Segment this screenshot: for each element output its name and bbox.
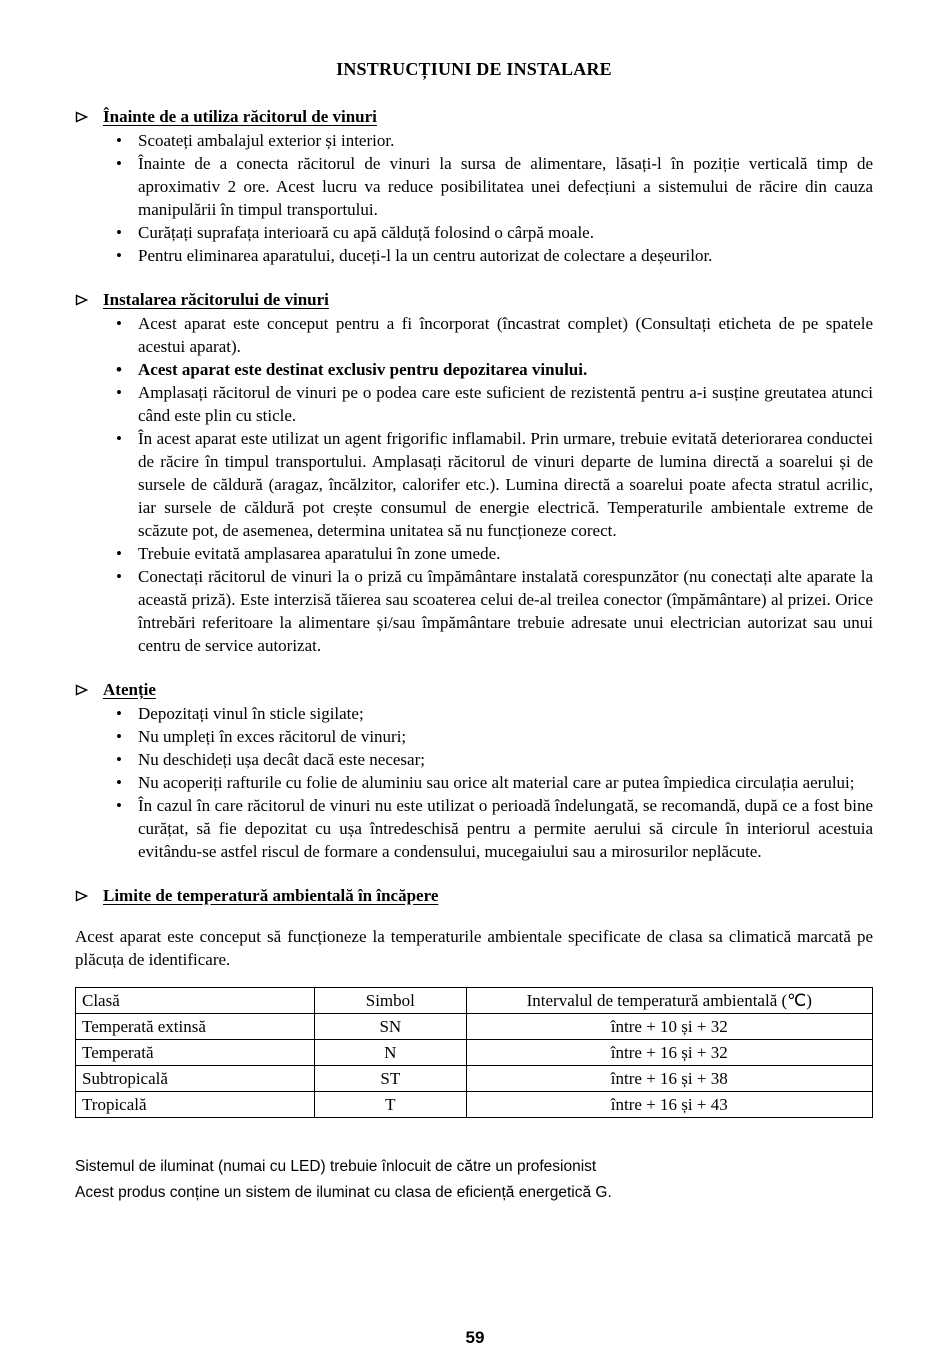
page-title: INSTRUCȚIUNI DE INSTALARE [336, 59, 612, 79]
section-heading-row [75, 105, 873, 128]
list-item [110, 381, 873, 427]
list-item-text: Conectați răcitorul de vinuri la o priză cu împământare instalată corespunzător (nu conectați alte aparate la această priză). Este interzisă tăierea sau scoaterea celui de-al treilea conector (împământare) al prizei. Orice întrebări referitoare la alimentare și/sau împământare trebuie adresate unui electrician autorizat sau unui centru de service autorizat. [138, 567, 873, 655]
bullet-icon: • [116, 131, 122, 150]
bullet-icon: • [116, 704, 122, 723]
bullet-icon: • [116, 796, 122, 815]
list-item-text: Curățați suprafața interioară cu apă călduță folosind o cârpă moale. [138, 223, 594, 242]
list-item [110, 565, 873, 657]
list-item [110, 221, 873, 244]
list-item [110, 152, 873, 221]
cell-clasa: Temperată extinsă [76, 1014, 315, 1040]
cell-clasa: Temperată [76, 1040, 315, 1066]
bullet-icon: • [116, 223, 122, 242]
col-header-clasa: Clasă [76, 988, 315, 1014]
section-installation [75, 288, 873, 657]
bullet-icon: • [116, 544, 122, 563]
cell-interval: între + 16 și + 38 [466, 1066, 872, 1092]
arrow-bullet-icon [75, 679, 103, 702]
list-item-text: Amplasați răcitorul de vinuri pe o podea care este suficient de rezistentă pentru a-i susține greutatea atunci când este plin cu sticle. [138, 383, 873, 425]
list-item-text: Pentru eliminarea aparatului, duceți-l la un centru autorizat de colectare a deșeurilor. [138, 246, 713, 265]
bullet-list [75, 312, 873, 657]
cell-simbol: ST [315, 1066, 466, 1092]
bullet-icon: • [116, 154, 122, 173]
cell-simbol: N [315, 1040, 466, 1066]
list-item-text: Nu umpleți în exces răcitorul de vinuri; [138, 727, 407, 746]
cell-simbol: SN [315, 1014, 466, 1040]
section-heading-row [75, 288, 873, 311]
cell-interval: între + 10 și + 32 [466, 1014, 872, 1040]
bullet-icon: • [116, 246, 122, 265]
list-item-text: Nu deschideți ușa decât dacă este necesar; [138, 750, 425, 769]
table-row [76, 1066, 873, 1092]
climate-intro-paragraph: Acest aparat este conceput să funcționeze la temperaturile ambientale specificate de clasa sa climatică marcată pe plăcuța de identificare. [75, 927, 873, 969]
list-item-text: În cazul în care răcitorul de vinuri nu este utilizat o perioadă îndelungată, se recomandă, după ce a fost bine curățat, să fie depozitat cu ușa întredeschisă pentru a permite aerului să circule în interiorul acestuia evitându-se astfel riscul de formare a condensului, mucegaiului sau a mirosurilor neplăcute. [138, 796, 873, 861]
climate-class-table [75, 987, 873, 1118]
section-heading: Limite de temperatură ambientală în încăpere [103, 886, 439, 905]
list-item-text: În acest aparat este utilizat un agent frigorific inflamabil. Prin urmare, trebuie evitată deteriorarea conductei de răcire în timpul transportului. Amplasați răcitorul de vinuri departe de lumina directă a soarelui și de sursele de căldură (aragaz, încălzitor, calorifer etc.). Lumina directă a soarelui poate afecta stratul acrilic, iar sursele de căldură pot crește consumul de energie electrică. Temperaturile ambientale extreme de scăzute pot, de asemenea, determina unitatea să nu funcționeze corect. [138, 429, 873, 540]
list-item [110, 748, 873, 771]
section-heading: Instalarea răcitorului de vinuri [103, 290, 329, 309]
list-item [110, 244, 873, 267]
bullet-icon: • [116, 314, 122, 333]
bullet-icon: • [116, 567, 122, 586]
section-attention [75, 678, 873, 863]
bullet-icon: • [116, 773, 122, 792]
bullet-icon: • [116, 360, 122, 379]
lighting-notes [75, 1154, 873, 1206]
page-number: 59 [465, 1328, 485, 1347]
section-heading-row [75, 678, 873, 701]
lighting-note-line: Acest produs conține un sistem de iluminat cu clasa de eficiență energetică G. [75, 1184, 612, 1201]
bullet-icon: • [116, 429, 122, 448]
list-item [110, 725, 873, 748]
list-item [110, 794, 873, 863]
list-item [110, 542, 873, 565]
col-header-simbol: Simbol [315, 988, 466, 1014]
cell-simbol: T [315, 1092, 466, 1118]
list-item [110, 427, 873, 542]
list-item-text: Nu acoperiți rafturile cu folie de aluminiu sau orice alt material care ar putea împiedica circulația aerului; [138, 773, 855, 792]
section-heading-row [75, 884, 873, 907]
arrow-bullet-icon [75, 885, 103, 908]
bullet-list [75, 129, 873, 267]
cell-interval: între + 16 și + 43 [466, 1092, 872, 1118]
list-item-text: Scoateți ambalajul exterior și interior. [138, 131, 395, 150]
list-item [110, 129, 873, 152]
list-item-text: Trebuie evitată amplasarea aparatului în zone umede. [138, 544, 501, 563]
list-item [110, 771, 873, 794]
list-item-text: Înainte de a conecta răcitorul de vinuri la sursa de alimentare, lăsați-l în poziție verticală timp de aproximativ 2 ore. Acest lucru va reduce posibilitatea unei defecțiuni a sistemului de răcire din cauza manipulării în timpul transportului. [138, 154, 873, 219]
col-header-interval: Intervalul de temperatură ambientală (℃) [466, 988, 872, 1014]
section-temperature-limits [75, 884, 873, 1118]
cell-clasa: Subtropicală [76, 1066, 315, 1092]
bullet-icon: • [116, 383, 122, 402]
table-row [76, 1092, 873, 1118]
list-item-text: Acest aparat este destinat exclusiv pentru depozitarea vinului. [138, 360, 588, 379]
section-heading: Atenție [103, 680, 156, 699]
section-heading: Înainte de a utiliza răcitorul de vinuri [103, 107, 377, 126]
list-item [110, 312, 873, 358]
list-item-text: Acest aparat este conceput pentru a fi încorporat (încastrat complet) (Consultați eticheta de pe spatele acestui aparat). [138, 314, 873, 356]
bullet-icon: • [116, 727, 122, 746]
lighting-note-line: Sistemul de iluminat (numai cu LED) trebuie înlocuit de către un profesionist [75, 1158, 597, 1175]
cell-clasa: Tropicală [76, 1092, 315, 1118]
list-item [110, 702, 873, 725]
bullet-icon: • [116, 750, 122, 769]
list-item-text: Depozitați vinul în sticle sigilate; [138, 704, 364, 723]
arrow-bullet-icon [75, 289, 103, 312]
list-item [110, 358, 873, 381]
bullet-list [75, 702, 873, 863]
table-row [76, 1040, 873, 1066]
arrow-bullet-icon [75, 106, 103, 129]
cell-interval: între + 16 și + 32 [466, 1040, 872, 1066]
table-row [76, 1014, 873, 1040]
table-header-row [76, 988, 873, 1014]
section-before-use [75, 105, 873, 267]
